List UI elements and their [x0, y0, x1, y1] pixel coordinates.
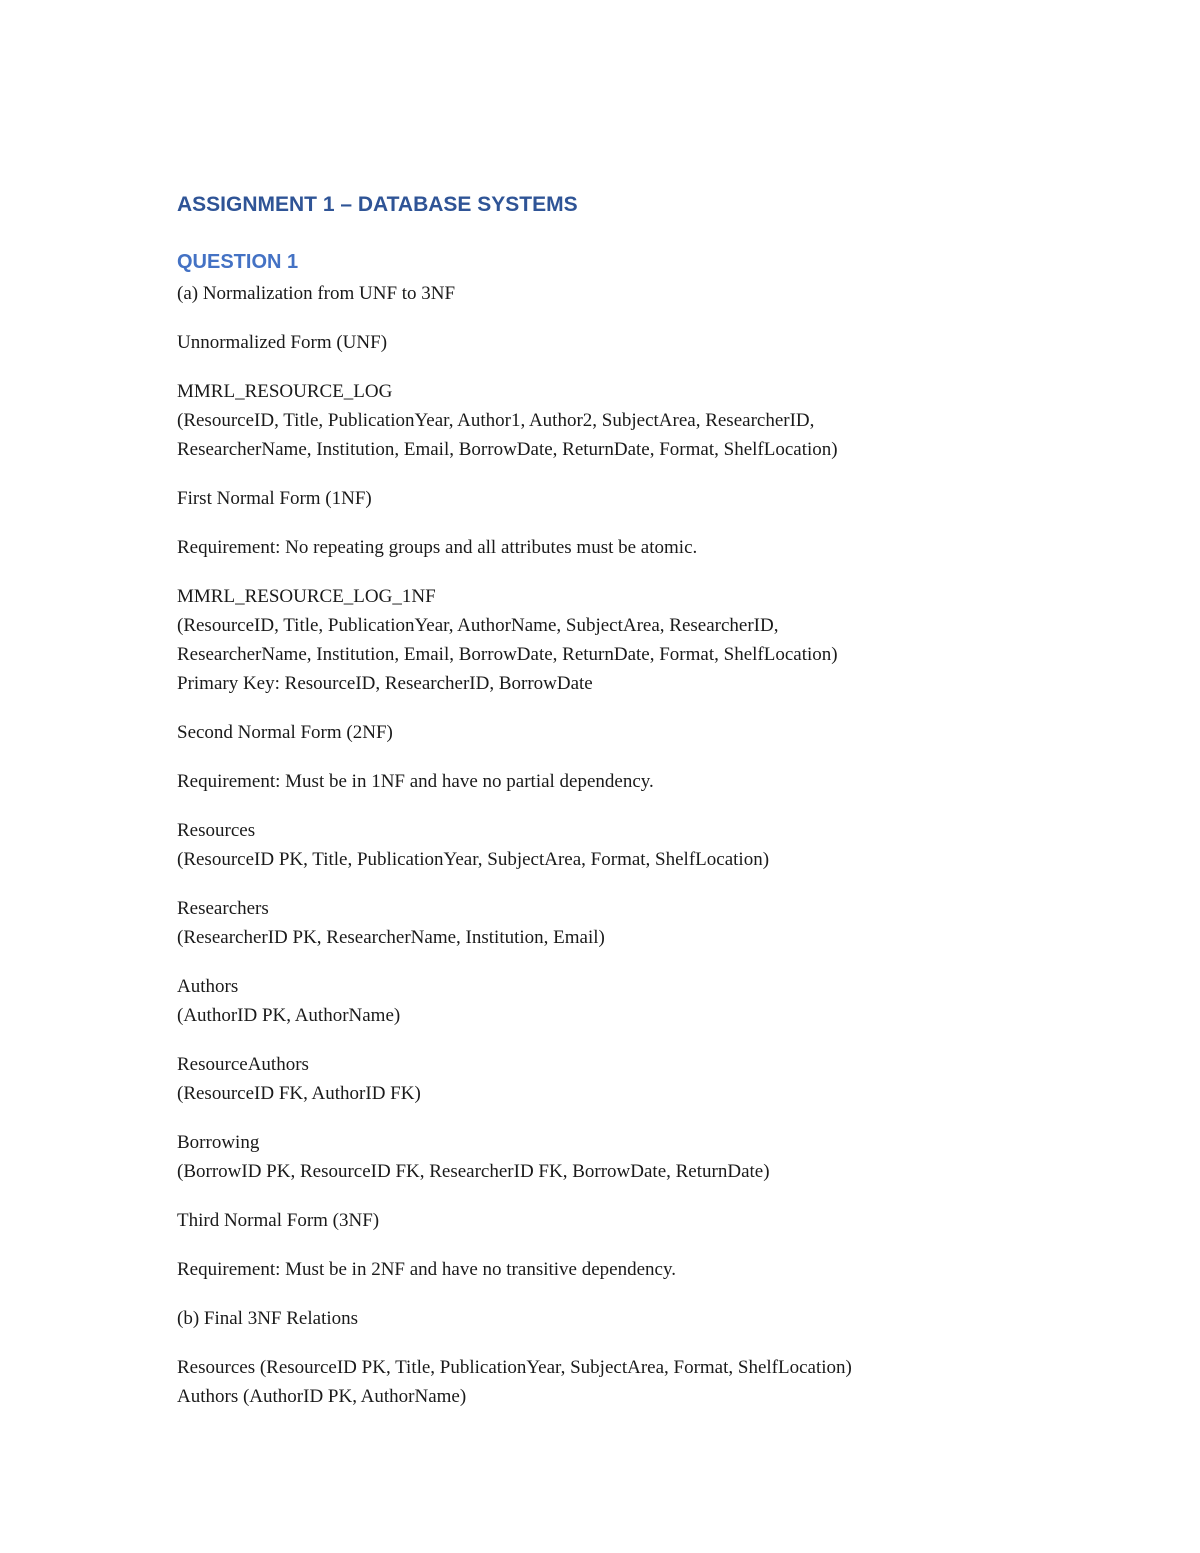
text-line: (ResourceID PK, Title, PublicationYear, SubjectArea, Format, ShelfLocation): [177, 849, 770, 870]
text-line: Resources: [177, 820, 256, 841]
text-line: (a) Normalization from UNF to 3NF: [177, 283, 456, 304]
paragraph: [177, 1353, 1037, 1411]
text-line: Requirement: Must be in 1NF and have no partial dependency.: [177, 771, 654, 792]
paragraph: [177, 972, 1037, 1030]
question-heading: QUESTION 1: [177, 251, 299, 273]
text-line: Third Normal Form (3NF): [177, 1210, 380, 1231]
text-line: Second Normal Form (2NF): [177, 722, 393, 743]
paragraph: [177, 484, 1037, 513]
text-line: MMRL_RESOURCE_LOG_1NF: [177, 586, 436, 607]
text-line: (ResourceID FK, AuthorID FK): [177, 1083, 421, 1104]
text-line: ResearcherName, Institution, Email, BorrowDate, ReturnDate, Format, ShelfLocation): [177, 439, 838, 460]
text-line: Authors (AuthorID PK, AuthorName): [177, 1386, 467, 1407]
text-line: Requirement: Must be in 2NF and have no transitive dependency.: [177, 1259, 676, 1280]
text-line: Unnormalized Form (UNF): [177, 332, 388, 353]
paragraph: [177, 1304, 1037, 1333]
paragraph: [177, 533, 1037, 562]
text-line: Authors: [177, 976, 239, 997]
text-line: Requirement: No repeating groups and all attributes must be atomic.: [177, 537, 698, 558]
paragraph: [177, 1255, 1037, 1284]
text-line: ResourceAuthors: [177, 1054, 309, 1075]
paragraph: [177, 1050, 1037, 1108]
text-line: (BorrowID PK, ResourceID FK, ResearcherID FK, BorrowDate, ReturnDate): [177, 1161, 770, 1182]
text-line: Primary Key: ResourceID, ResearcherID, BorrowDate: [177, 673, 593, 694]
document-title: ASSIGNMENT 1 – DATABASE SYSTEMS: [177, 193, 578, 216]
paragraph: [177, 894, 1037, 952]
text-line: Resources (ResourceID PK, Title, PublicationYear, SubjectArea, Format, ShelfLocation): [177, 1357, 852, 1378]
text-line: (b) Final 3NF Relations: [177, 1308, 359, 1329]
text-line: (ResourceID, Title, PublicationYear, AuthorName, SubjectArea, ResearcherID,: [177, 615, 779, 636]
text-line: Researchers: [177, 898, 269, 919]
paragraph: [177, 1128, 1037, 1186]
document-content: [177, 190, 1037, 1431]
paragraph-list: [177, 279, 1037, 1411]
text-line: Borrowing: [177, 1132, 260, 1153]
paragraph: [177, 377, 1037, 464]
text-line: (ResearcherID PK, ResearcherName, Institution, Email): [177, 927, 605, 948]
paragraph: [177, 816, 1037, 874]
text-line: MMRL_RESOURCE_LOG: [177, 381, 393, 402]
text-line: (ResourceID, Title, PublicationYear, Author1, Author2, SubjectArea, ResearcherID,: [177, 410, 815, 431]
text-line: First Normal Form (1NF): [177, 488, 372, 509]
text-line: (AuthorID PK, AuthorName): [177, 1005, 401, 1026]
paragraph: [177, 718, 1037, 747]
paragraph: [177, 767, 1037, 796]
paragraph: [177, 1206, 1037, 1235]
paragraph: [177, 582, 1037, 698]
paragraph: [177, 279, 1037, 308]
text-line: ResearcherName, Institution, Email, BorrowDate, ReturnDate, Format, ShelfLocation): [177, 644, 838, 665]
paragraph: [177, 328, 1037, 357]
